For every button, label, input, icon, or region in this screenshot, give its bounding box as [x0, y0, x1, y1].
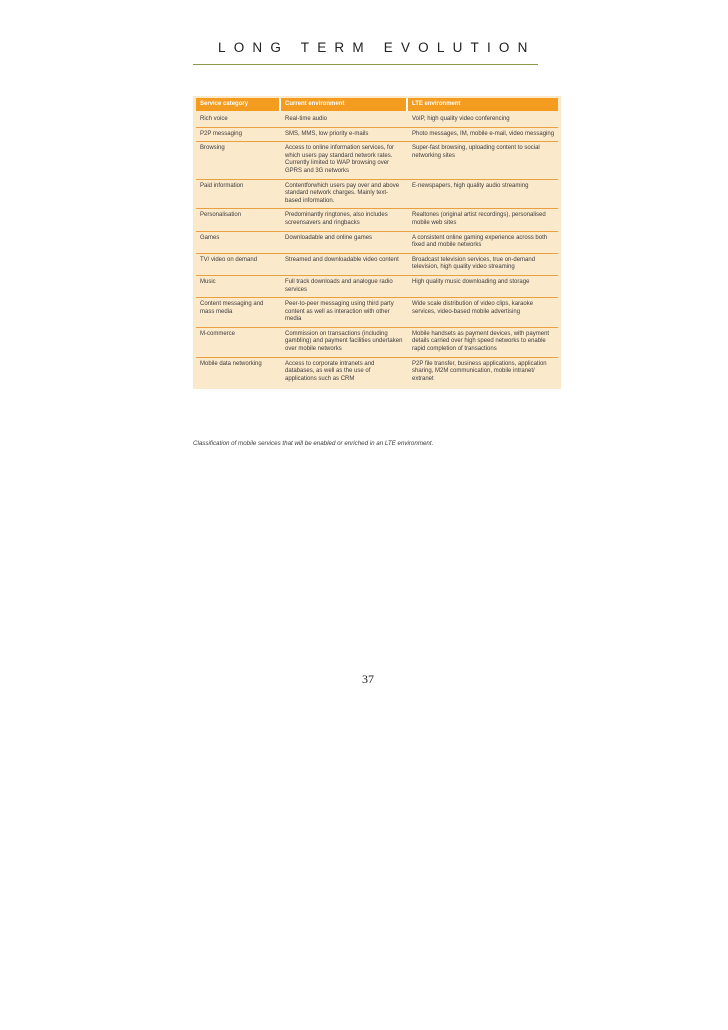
table-row — [196, 209, 558, 231]
table-row — [196, 298, 558, 328]
service-category-cell: Browsing — [200, 145, 225, 152]
table-row — [196, 113, 558, 128]
table-caption: Classification of mobile services that will be enabled or enriched in an LTE environment. — [193, 440, 434, 447]
column-header-lte-environment: LTE environment — [406, 98, 558, 111]
current-environment-cell: Predominantly ringtones, also includes screensavers and ringbacks — [279, 209, 406, 230]
current-environment-cell: Downloadable and online games — [279, 232, 406, 253]
service-category-cell: M-commerce — [200, 330, 236, 337]
current-environment-cell: Peer-to-peer messaging using third party content as well as interaction with other media — [279, 298, 406, 327]
lte-environment-cell: High quality music downloading and storage — [406, 276, 558, 297]
lte-environment-cell: Broadcast television services, true on-demand television, high quality video streaming — [406, 254, 558, 275]
running-header: LONG TERM EVOLUTION — [218, 40, 536, 55]
current-environment-cell: Commission on transactions (including gambling) and payment facilities undertaken over mobile networks — [279, 328, 406, 357]
current-environment-cell: Streamed and downloadable video content — [279, 254, 406, 275]
current-environment-cell: Full track downloads and analogue radio services — [279, 276, 406, 297]
column-header-service-category: Service category — [196, 98, 279, 111]
services-table — [193, 96, 561, 389]
table-row — [196, 276, 558, 298]
current-environment-cell: Access to corporate intranets and databases, as well as the use of applications such as CRM — [279, 358, 406, 387]
service-category-cell: Games — [200, 234, 220, 241]
lte-environment-cell: E-newspapers, high quality audio streaming — [406, 180, 558, 209]
current-environment-cell: SMS, MMS, low priority e-mails — [279, 128, 406, 142]
lte-environment-cell: Mobile handsets as payment devices, with payment details carried over high speed networks to enable rapid completion of transactions — [406, 328, 558, 357]
lte-environment-cell: Super-fast browsing, uploading content to social networking sites — [406, 142, 558, 178]
service-category-cell: TV/ video on demand — [200, 256, 258, 263]
table-row — [196, 128, 558, 143]
lte-environment-cell: A consistent online gaming experience across both fixed and mobile networks — [406, 232, 558, 253]
page-number: 37 — [362, 672, 374, 686]
service-category-cell: Music — [200, 278, 216, 285]
lte-environment-cell: VoIP, high quality video conferencing — [406, 113, 558, 127]
table-row — [196, 328, 558, 358]
table-row — [196, 142, 558, 179]
lte-environment-cell: Wide scale distribution of video clips, karaoke services, video-based mobile advertising — [406, 298, 558, 327]
column-header-current-environment: Current environment — [279, 98, 406, 111]
lte-environment-cell: P2P file transfer, business applications, application sharing, M2M communication, mobile intranet/ extranet — [406, 358, 558, 387]
current-environment-cell: Contentforwhich users pay over and above standard network charges. Mainly text-based information. — [279, 180, 406, 209]
table-row — [196, 358, 558, 387]
current-environment-cell: Access to online information services, for which users pay standard network rates. Currently limited to WAP browsing over GPRS and 3G networks — [279, 142, 406, 178]
service-category-cell: Content messaging and mass media — [200, 301, 264, 315]
service-category-cell: Personalisation — [200, 212, 242, 219]
service-category-cell: Paid information — [200, 182, 244, 189]
table-row — [196, 254, 558, 276]
service-category-cell: P2P messaging — [200, 130, 242, 137]
header-rule — [193, 64, 538, 65]
current-environment-cell: Real-time audio — [279, 113, 406, 127]
table-header-row — [196, 98, 558, 111]
lte-environment-cell: Realtones (original artist recordings), personalised mobile web sites — [406, 209, 558, 230]
service-category-cell: Rich voice — [200, 116, 228, 122]
service-category-cell: Mobile data networking — [200, 360, 262, 367]
table-row — [196, 180, 558, 210]
table-row — [196, 232, 558, 254]
lte-environment-cell: Photo messages, IM, mobile e-mail, video messaging — [406, 128, 558, 142]
